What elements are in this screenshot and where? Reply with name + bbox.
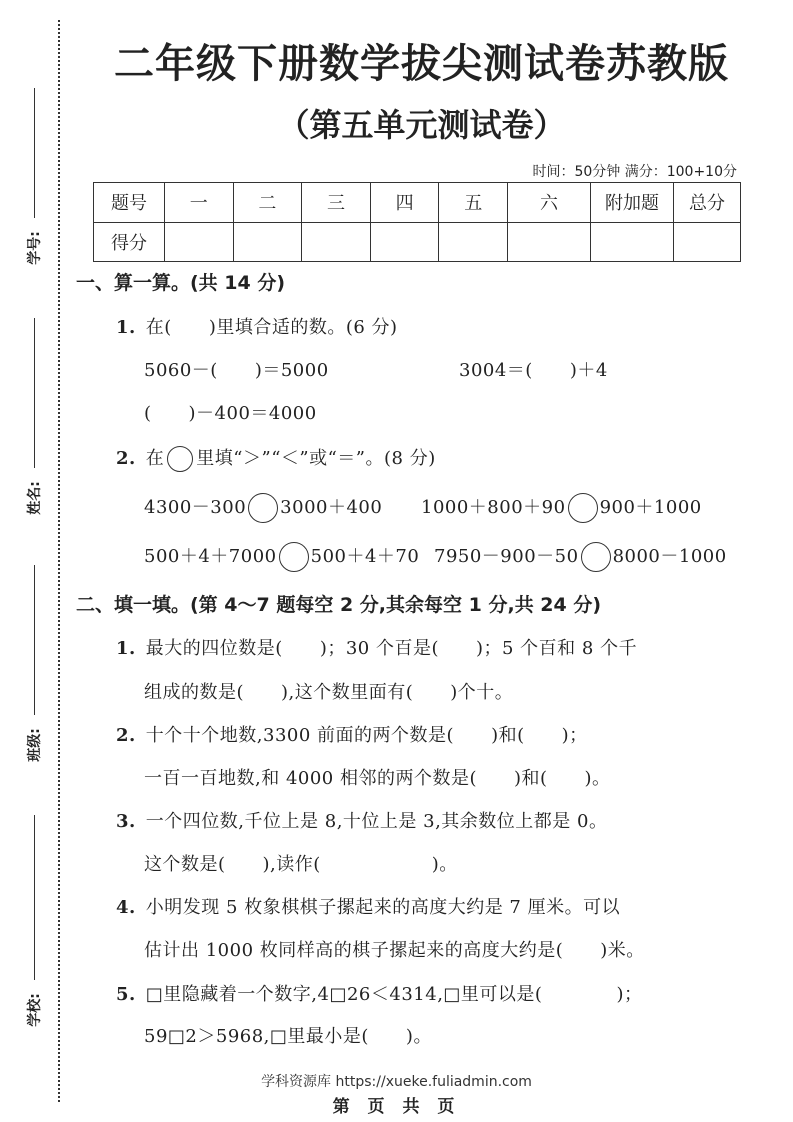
question-number: 1. (116, 638, 136, 659)
score-table-col: 二 (233, 183, 302, 223)
compare-left: 7950－900－50 (434, 546, 579, 567)
s2-q5-line-2: 59□2＞5968,□里最小是( )。 (144, 1026, 432, 1047)
name-label: 姓名: (27, 481, 43, 515)
score-cell[interactable] (674, 222, 741, 262)
compare-circle-blank[interactable] (581, 542, 611, 572)
s2-q3-line-2: 这个数是( ),读作( )。 (144, 854, 458, 875)
s1-question-1 (116, 313, 398, 339)
question-text-pre: 在 (145, 448, 165, 469)
question-line-1: 一个四位数,千位上是 8,十位上是 3,其余数位上都是 0。 (145, 811, 608, 832)
score-cell[interactable] (370, 222, 439, 262)
s2-q1-line-2: 组成的数是( ),这个数里面有( )个十。 (144, 682, 514, 703)
compare-right: 900＋1000 (599, 497, 702, 518)
score-table-header-row (94, 183, 741, 223)
question-line-1: □里隐藏着一个数字,4□26＜4314,□里可以是( )； (145, 984, 643, 1005)
name-field (18, 318, 48, 528)
s1-q1-expr-b: 3004＝( )＋4 (459, 360, 608, 381)
question-text-post: 里填“＞”“＜”或“＝”。(8 分) (196, 448, 436, 469)
compare-right: 500＋4＋70 (310, 546, 420, 567)
score-table (93, 182, 741, 262)
score-cell[interactable] (439, 222, 508, 262)
compare-right: 3000＋400 (280, 497, 383, 518)
student-no-blank[interactable] (34, 88, 35, 218)
s1-q2-compare-b (421, 493, 702, 523)
question-line-1: 小明发现 5 枚象棋棋子摞起来的高度大约是 7 厘米。可以 (145, 897, 621, 918)
question-number: 2. (116, 448, 136, 469)
school-label: 学校: (27, 993, 43, 1027)
question-number: 5. (116, 984, 136, 1005)
score-table-row-label: 得分 (94, 222, 165, 262)
score-table-col: 四 (370, 183, 439, 223)
compare-left: 1000＋800＋90 (421, 497, 566, 518)
s2-q2-line-2: 一百一百地数,和 4000 相邻的两个数是( )和( )。 (144, 768, 611, 789)
compare-circle-blank[interactable] (248, 493, 278, 523)
score-table-col: 总分 (674, 183, 741, 223)
compare-left: 4300－300 (144, 497, 247, 518)
s1-q2-compare-a (144, 493, 382, 523)
s1-q1-expr-a: 5060－( )＝5000 (144, 360, 329, 381)
score-cell[interactable] (591, 222, 674, 262)
question-line-1: 最大的四位数是( )；30 个百是( )；5 个百和 8 个千 (145, 638, 638, 659)
compare-circle-blank[interactable] (279, 542, 309, 572)
score-cell[interactable] (508, 222, 591, 262)
section-2-title: 二、填一填。(第 4～7 题每空 2 分,其余每空 1 分,共 24 分) (76, 594, 602, 616)
school-blank[interactable] (34, 815, 35, 980)
s1-question-2 (116, 444, 436, 472)
school-field (18, 815, 48, 1045)
student-no-label: 学号: (27, 231, 43, 265)
page-number: 第 页 共 页 (332, 1097, 461, 1117)
compare-left: 500＋4＋7000 (144, 546, 277, 567)
score-table-score-row (94, 222, 741, 262)
exam-meta: 时间：50分钟 满分：100+10分 (532, 164, 737, 180)
s2-question-3 (116, 807, 607, 833)
score-table-col: 五 (439, 183, 508, 223)
class-blank[interactable] (34, 565, 35, 715)
score-table-col: 一 (165, 183, 234, 223)
question-text: 在( )里填合适的数。(6 分) (145, 317, 398, 338)
s1-q2-compare-c (144, 542, 419, 572)
compare-circle-blank[interactable] (568, 493, 598, 523)
source-footer: 学科资源库 https://xueke.fuliadmin.com (261, 1074, 532, 1090)
class-field (18, 565, 48, 775)
class-label: 班级: (27, 728, 43, 762)
score-table-row-label: 题号 (94, 183, 165, 223)
score-table-col: 附加题 (591, 183, 674, 223)
question-number: 2. (116, 725, 136, 746)
s2-question-1 (116, 634, 637, 660)
page-subtitle: （第五单元测试卷） (277, 106, 566, 144)
s2-question-5 (116, 980, 642, 1006)
score-cell[interactable] (233, 222, 302, 262)
question-number: 4. (116, 897, 136, 918)
question-number: 3. (116, 811, 136, 832)
score-table-col: 三 (302, 183, 371, 223)
question-number: 1. (116, 317, 136, 338)
page-title: 二年级下册数学拔尖测试卷苏教版 (114, 41, 729, 87)
score-cell[interactable] (302, 222, 371, 262)
score-table-col: 六 (508, 183, 591, 223)
score-cell[interactable] (165, 222, 234, 262)
circle-icon (167, 446, 193, 472)
s1-q1-expr-c: ( )－400＝4000 (144, 403, 317, 424)
section-1-title: 一、算一算。(共 14 分) (76, 272, 286, 294)
s2-question-4 (116, 893, 620, 919)
s2-q4-line-2: 估计出 1000 枚同样高的棋子摞起来的高度大约是( )米。 (144, 940, 645, 961)
s2-question-2 (116, 721, 588, 747)
name-blank[interactable] (34, 318, 35, 468)
compare-right: 8000－1000 (612, 546, 727, 567)
binding-dotted-line (58, 20, 60, 1102)
s1-q2-compare-d (434, 542, 727, 572)
student-no-field (18, 88, 48, 278)
question-line-1: 十个十个地数,3300 前面的两个数是( )和( )； (145, 725, 588, 746)
